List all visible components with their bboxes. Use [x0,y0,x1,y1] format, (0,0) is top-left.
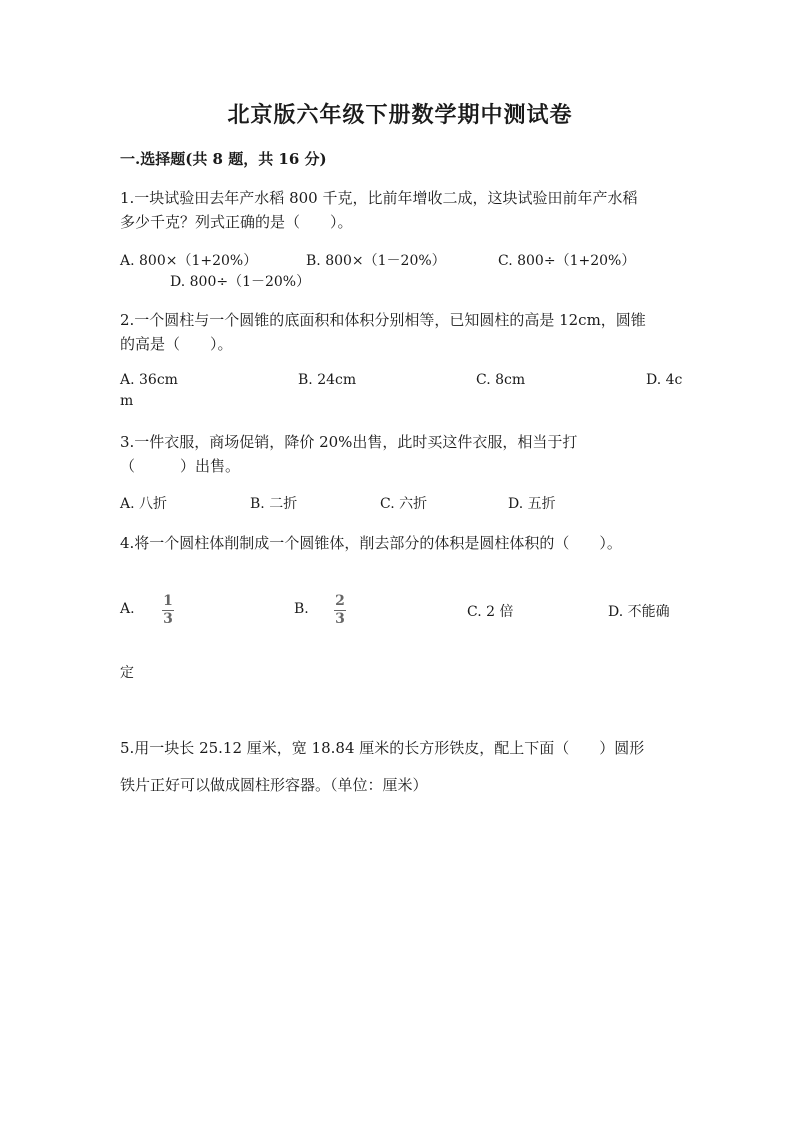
question-1-option-a: A. 800×（1+20%） [120,253,258,269]
question-2-line-2: 的高是（ ）。 [120,335,233,353]
question-1-option-c: C. 800÷（1+20%） [498,253,636,269]
question-2-option-d-wrap: m [120,393,134,409]
question-3-line-2: （ ）出售。 [120,457,241,475]
question-3-option-a: A. 八折 [120,496,168,512]
question-1-option-d: D. 800÷（1－20%） [170,274,311,290]
question-3-line-1: 3.一件衣服，商场促销，降价 20%出售，此时买这件衣服，相当于打 [120,433,578,451]
page-title: 北京版六年级下册数学期中测试卷 [227,102,573,128]
question-2-option-b: B. 24cm [298,372,357,388]
section-heading: 一.选择题(共 8 题，共 16 分) [120,150,327,168]
question-1-option-b: B. 800×（1－20%） [306,253,446,269]
question-3-option-c: C. 六折 [380,496,428,512]
question-2-option-d: D. 4c [646,372,683,388]
question-1-line-2: 多少千克？列式正确的是（ ）。 [120,213,353,231]
question-4-option-a-label: A. [120,601,135,617]
question-4-line-1: 4.将一个圆柱体削制成一个圆锥体，削去部分的体积是圆柱体积的（ ）。 [120,534,622,552]
question-5-line-2: 铁片正好可以做成圆柱形容器。（单位：厘米） [120,776,428,794]
question-4-option-d-wrap: 定 [120,665,134,681]
question-4-option-b-fraction [334,594,346,627]
question-4-option-d: D. 不能确 [608,604,670,620]
question-2-line-1: 2.一个圆柱与一个圆锥的底面积和体积分别相等，已知圆柱的高是 12cm，圆锥 [120,311,646,329]
question-2-option-a: A. 36cm [120,372,178,388]
question-4-option-a-fraction [162,594,174,627]
fraction-numerator: 2 [335,593,345,609]
question-4-option-b-label: B. [294,601,309,617]
question-2-option-c: C. 8cm [476,372,526,388]
question-3-option-b: B. 二折 [250,496,298,512]
fraction-numerator: 1 [163,593,173,609]
question-5-line-1: 5.用一块长 25.12 厘米，宽 18.84 厘米的长方形铁皮，配上下面（ ）圆形 [120,739,645,757]
fraction-denominator: 3 [163,611,173,627]
question-4-option-c: C. 2 倍 [467,604,514,620]
question-1-line-1: 1.一块试验田去年产水稻 800 千克，比前年增收二成，这块试验田前年产水稻 [120,189,638,207]
fraction-denominator: 3 [335,611,345,627]
question-3-option-d: D. 五折 [508,496,556,512]
